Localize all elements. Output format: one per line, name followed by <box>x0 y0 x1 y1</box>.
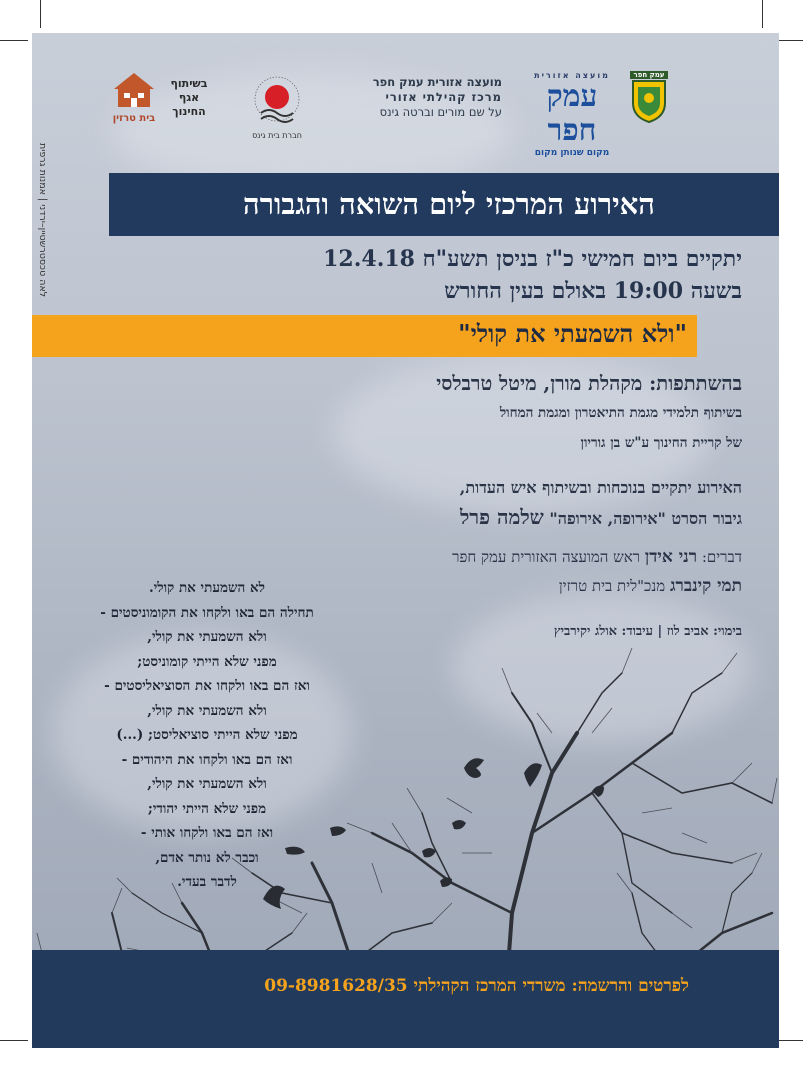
partner-label: בשיתוף אגף החינוך <box>170 77 208 118</box>
theresienstadt-label: בית טרזין <box>112 113 156 124</box>
ginns-society-logo: חברת בית גינס <box>244 75 310 139</box>
participation-line: של קריית החינוך ע"ש בן גוריון <box>580 435 742 451</box>
survivor-name: שלמה פרל <box>459 505 544 529</box>
event-name-banner <box>32 315 697 357</box>
poem-line: ואז הם באו ולקחו אותי - <box>140 825 274 841</box>
designer-credit: לאה טכסטרשטיין–ירדני | אמנות גרפית <box>37 143 48 298</box>
participation-line: בהשתתפות: מקהלת מורן, מיטל טרבלסי <box>436 372 742 395</box>
theresienstadt-logo <box>110 69 158 129</box>
crop-mark <box>40 0 41 28</box>
poster <box>32 33 779 1048</box>
production-credits: בימוי: אביב לוז | עיבוד: אולג יקירביץ <box>553 624 742 639</box>
poem-line: מפני שלא הייתי קומוניסט; <box>137 653 277 670</box>
house-icon <box>110 69 158 109</box>
speaker-name: רני אידן <box>644 547 698 567</box>
event-time-location: בשעה 19:00 באולם בעין החורש <box>444 278 742 304</box>
page-title: האירוע המרכזי ליום השואה והגבורה <box>243 187 655 221</box>
poem-line: מפני שלא הייתי יהודי; <box>147 800 267 817</box>
speaker-line: תמי קינברג מנכ"לית בית טרזין <box>558 576 742 596</box>
poem-line: ואז הם באו ולקחו את היהודים - <box>121 751 293 768</box>
regional-council-text: מועצה אזורית עמק חפר מרכז קהילתי אזורי על שם מורים וברטה גינס <box>372 75 502 119</box>
speaker-name: תמי קינברג <box>669 576 742 596</box>
participation-line: בשיתוף תלמידי מגמת התיאטרון ומגמת המחול <box>499 405 742 421</box>
emek-hefer-logo: מועצה אזורית עמק חפר מקום שנותן מקום <box>534 71 610 158</box>
crop-mark <box>0 1040 28 1041</box>
event-description: האירוע יתקיים בנוכחות ובשיתוף איש העדות, <box>459 478 742 497</box>
poem-line: ולא השמעתי את קולי, <box>147 776 267 792</box>
speaker-line: דברים: רני אידן ראש המועצה האזורית עמק חפר <box>452 547 742 567</box>
crop-mark <box>0 40 28 41</box>
poem <box>72 576 342 895</box>
emek-hefer-emblem: עמק חפר <box>630 71 668 127</box>
poem-line: ולא השמעתי את קולי, <box>147 629 267 645</box>
title-banner <box>109 173 779 236</box>
crop-mark <box>762 0 763 28</box>
poem-line: מפני שלא הייתי סוציאליסט; (...) <box>116 727 298 743</box>
poem-line: ולא השמעתי את קולי, <box>147 702 267 719</box>
crop-mark <box>775 1040 803 1041</box>
footer-banner <box>32 950 779 1048</box>
contact-info: לפרטים והרשמה: משרדי המרכז הקהילתי 09-8981628/35 <box>264 976 689 996</box>
shield-icon <box>630 79 668 123</box>
poem-line: לא השמעתי את קולי. <box>149 580 265 596</box>
sun-wave-icon <box>244 75 310 127</box>
poem-line: לדבר בעדי. <box>177 874 237 890</box>
crop-mark <box>775 40 803 41</box>
event-date: יתקיים ביום חמישי כ"ז בניסן תשע"ח 12.4.18 <box>323 246 742 272</box>
event-description: גיבור הסרט "אירופה, אירופה" שלמה פרל <box>459 505 742 529</box>
poem-line: וכבר לא נותר אדם, <box>155 849 259 866</box>
poem-line: ואז הם באו ולקחו את הסוציאליסטים - <box>104 678 310 694</box>
poem-line: תחילה הם באו ולקחו את הקומוניסטים - <box>100 604 314 621</box>
event-name: "ולא השמעתי את קולי" <box>458 319 687 348</box>
